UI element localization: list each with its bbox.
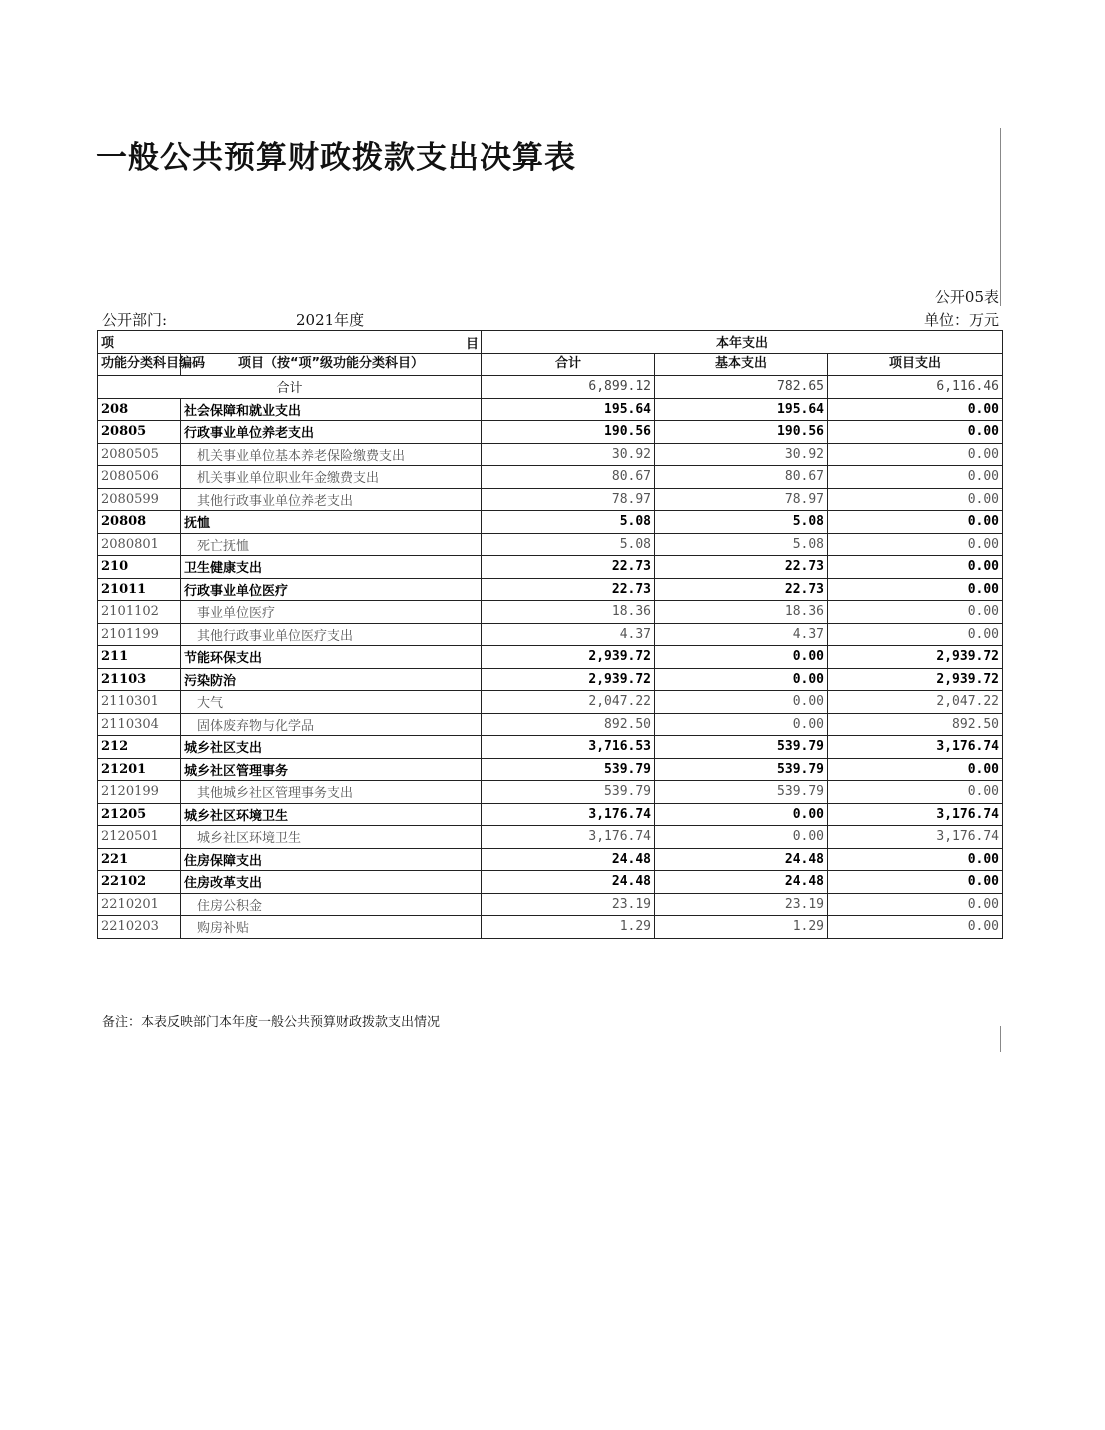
item-header-right: 目 bbox=[466, 337, 480, 352]
row-code: 221 bbox=[98, 848, 181, 871]
row-total: 24.48 bbox=[482, 848, 655, 871]
table-row bbox=[98, 511, 1003, 534]
table-row bbox=[98, 398, 1003, 421]
name-header: 项目（按“项”级功能分类科目） bbox=[181, 353, 482, 376]
row-basic: 195.64 bbox=[655, 398, 828, 421]
row-project: 0.00 bbox=[828, 916, 1003, 939]
row-project: 2,939.72 bbox=[828, 668, 1003, 691]
table-row bbox=[98, 488, 1003, 511]
row-total: 190.56 bbox=[482, 421, 655, 444]
code-header: 功能分类科目编码 bbox=[98, 353, 181, 376]
table-row bbox=[98, 736, 1003, 759]
table-row bbox=[98, 668, 1003, 691]
row-project: 0.00 bbox=[828, 781, 1003, 804]
row-project: 3,176.74 bbox=[828, 736, 1003, 759]
row-total: 3,716.53 bbox=[482, 736, 655, 759]
row-code: 20808 bbox=[98, 511, 181, 534]
row-project: 0.00 bbox=[828, 533, 1003, 556]
row-total: 30.92 bbox=[482, 443, 655, 466]
row-total: 24.48 bbox=[482, 871, 655, 894]
table-row bbox=[98, 781, 1003, 804]
table-row bbox=[98, 556, 1003, 579]
row-name: 事业单位医疗 bbox=[181, 601, 482, 624]
row-project: 0.00 bbox=[828, 466, 1003, 489]
row-total: 5.08 bbox=[482, 533, 655, 556]
fiscal-year: 2021年度 bbox=[296, 311, 365, 329]
row-total: 80.67 bbox=[482, 466, 655, 489]
row-name: 行政事业单位医疗 bbox=[181, 578, 482, 601]
total-row-project: 6,116.46 bbox=[828, 376, 1003, 399]
row-basic: 22.73 bbox=[655, 578, 828, 601]
row-name: 固体废弃物与化学品 bbox=[181, 713, 482, 736]
row-project: 0.00 bbox=[828, 398, 1003, 421]
row-name: 节能环保支出 bbox=[181, 646, 482, 669]
row-name: 城乡社区环境卫生 bbox=[181, 826, 482, 849]
total-row bbox=[98, 376, 1003, 399]
row-total: 78.97 bbox=[482, 488, 655, 511]
row-basic: 24.48 bbox=[655, 848, 828, 871]
row-total: 22.73 bbox=[482, 578, 655, 601]
row-project: 0.00 bbox=[828, 623, 1003, 646]
row-basic: 539.79 bbox=[655, 758, 828, 781]
header-row-2 bbox=[98, 353, 1003, 376]
row-name: 住房保障支出 bbox=[181, 848, 482, 871]
row-name: 社会保障和就业支出 bbox=[181, 398, 482, 421]
row-project: 2,047.22 bbox=[828, 691, 1003, 714]
expenditure-table bbox=[97, 330, 1003, 939]
row-basic: 22.73 bbox=[655, 556, 828, 579]
row-name: 污染防治 bbox=[181, 668, 482, 691]
row-total: 2,939.72 bbox=[482, 668, 655, 691]
row-total: 892.50 bbox=[482, 713, 655, 736]
total-row-basic: 782.65 bbox=[655, 376, 828, 399]
row-project: 3,176.74 bbox=[828, 803, 1003, 826]
row-basic: 5.08 bbox=[655, 511, 828, 534]
row-total: 2,047.22 bbox=[482, 691, 655, 714]
row-total: 195.64 bbox=[482, 398, 655, 421]
row-total: 539.79 bbox=[482, 781, 655, 804]
total-row-label: 合计 bbox=[98, 376, 482, 399]
row-code: 208 bbox=[98, 398, 181, 421]
row-basic: 0.00 bbox=[655, 646, 828, 669]
row-code: 2210203 bbox=[98, 916, 181, 939]
right-margin-line-bottom bbox=[1000, 1026, 1001, 1052]
row-code: 2101102 bbox=[98, 601, 181, 624]
row-code: 211 bbox=[98, 646, 181, 669]
row-total: 2,939.72 bbox=[482, 646, 655, 669]
row-name: 机关事业单位基本养老保险缴费支出 bbox=[181, 443, 482, 466]
row-project: 0.00 bbox=[828, 871, 1003, 894]
row-total: 539.79 bbox=[482, 758, 655, 781]
row-total: 5.08 bbox=[482, 511, 655, 534]
row-project: 0.00 bbox=[828, 578, 1003, 601]
row-name: 城乡社区管理事务 bbox=[181, 758, 482, 781]
row-code: 21205 bbox=[98, 803, 181, 826]
table-row bbox=[98, 646, 1003, 669]
item-header-left: 项 bbox=[101, 336, 115, 352]
row-code: 2080506 bbox=[98, 466, 181, 489]
row-code: 2120501 bbox=[98, 826, 181, 849]
row-basic: 18.36 bbox=[655, 601, 828, 624]
row-name: 大气 bbox=[181, 691, 482, 714]
row-total: 3,176.74 bbox=[482, 803, 655, 826]
row-name: 城乡社区支出 bbox=[181, 736, 482, 759]
row-code: 22102 bbox=[98, 871, 181, 894]
row-name: 购房补贴 bbox=[181, 916, 482, 939]
item-header-cell bbox=[98, 331, 482, 354]
table-row bbox=[98, 466, 1003, 489]
row-basic: 0.00 bbox=[655, 691, 828, 714]
right-margin-line-top bbox=[1000, 128, 1001, 306]
row-name: 行政事业单位养老支出 bbox=[181, 421, 482, 444]
table-row bbox=[98, 533, 1003, 556]
table-row bbox=[98, 578, 1003, 601]
row-name: 住房改革支出 bbox=[181, 871, 482, 894]
row-basic: 0.00 bbox=[655, 668, 828, 691]
row-basic: 5.08 bbox=[655, 533, 828, 556]
table-row bbox=[98, 826, 1003, 849]
row-name: 死亡抚恤 bbox=[181, 533, 482, 556]
table-row bbox=[98, 623, 1003, 646]
row-project: 0.00 bbox=[828, 601, 1003, 624]
row-basic: 4.37 bbox=[655, 623, 828, 646]
row-project: 0.00 bbox=[828, 848, 1003, 871]
row-basic: 80.67 bbox=[655, 466, 828, 489]
department-label: 公开部门: bbox=[102, 311, 168, 329]
page-title: 一般公共预算财政拨款支出决算表 bbox=[96, 140, 576, 176]
row-name: 卫生健康支出 bbox=[181, 556, 482, 579]
row-basic: 78.97 bbox=[655, 488, 828, 511]
table-row bbox=[98, 713, 1003, 736]
row-name: 抚恤 bbox=[181, 511, 482, 534]
row-code: 210 bbox=[98, 556, 181, 579]
table-row bbox=[98, 893, 1003, 916]
table-row bbox=[98, 758, 1003, 781]
row-code: 20805 bbox=[98, 421, 181, 444]
row-name: 其他行政事业单位养老支出 bbox=[181, 488, 482, 511]
row-total: 4.37 bbox=[482, 623, 655, 646]
table-row bbox=[98, 916, 1003, 939]
row-code: 2110301 bbox=[98, 691, 181, 714]
row-project: 0.00 bbox=[828, 511, 1003, 534]
basic-header: 基本支出 bbox=[655, 353, 828, 376]
table-row bbox=[98, 421, 1003, 444]
row-code: 2080505 bbox=[98, 443, 181, 466]
row-basic: 539.79 bbox=[655, 736, 828, 759]
row-total: 23.19 bbox=[482, 893, 655, 916]
row-basic: 0.00 bbox=[655, 826, 828, 849]
row-name: 住房公积金 bbox=[181, 893, 482, 916]
row-basic: 539.79 bbox=[655, 781, 828, 804]
table-number: 公开05表 bbox=[934, 288, 999, 306]
row-project: 0.00 bbox=[828, 758, 1003, 781]
table-row bbox=[98, 443, 1003, 466]
row-basic: 24.48 bbox=[655, 871, 828, 894]
row-basic: 0.00 bbox=[655, 803, 828, 826]
current-year-header: 本年支出 bbox=[482, 331, 1003, 354]
row-code: 21201 bbox=[98, 758, 181, 781]
total-row-total: 6,899.12 bbox=[482, 376, 655, 399]
row-code: 2120199 bbox=[98, 781, 181, 804]
row-code: 2080801 bbox=[98, 533, 181, 556]
table-row bbox=[98, 691, 1003, 714]
row-basic: 190.56 bbox=[655, 421, 828, 444]
row-code: 21011 bbox=[98, 578, 181, 601]
total-header: 合计 bbox=[482, 353, 655, 376]
row-total: 18.36 bbox=[482, 601, 655, 624]
row-project: 3,176.74 bbox=[828, 826, 1003, 849]
row-code: 21103 bbox=[98, 668, 181, 691]
row-name: 机关事业单位职业年金缴费支出 bbox=[181, 466, 482, 489]
table-row bbox=[98, 848, 1003, 871]
row-code: 2210201 bbox=[98, 893, 181, 916]
row-basic: 1.29 bbox=[655, 916, 828, 939]
row-code: 212 bbox=[98, 736, 181, 759]
row-project: 892.50 bbox=[828, 713, 1003, 736]
row-code: 2101199 bbox=[98, 623, 181, 646]
row-project: 0.00 bbox=[828, 893, 1003, 916]
table-row bbox=[98, 803, 1003, 826]
row-project: 2,939.72 bbox=[828, 646, 1003, 669]
row-name: 其他行政事业单位医疗支出 bbox=[181, 623, 482, 646]
row-code: 2080599 bbox=[98, 488, 181, 511]
footnote: 备注：本表反映部门本年度一般公共预算财政拨款支出情况 bbox=[102, 1015, 441, 1030]
row-name: 城乡社区环境卫生 bbox=[181, 803, 482, 826]
row-name: 其他城乡社区管理事务支出 bbox=[181, 781, 482, 804]
project-header: 项目支出 bbox=[828, 353, 1003, 376]
row-project: 0.00 bbox=[828, 488, 1003, 511]
header-row-1 bbox=[98, 331, 1003, 354]
row-total: 3,176.74 bbox=[482, 826, 655, 849]
unit-label: 单位：万元 bbox=[923, 311, 999, 329]
row-project: 0.00 bbox=[828, 443, 1003, 466]
row-basic: 30.92 bbox=[655, 443, 828, 466]
row-code: 2110304 bbox=[98, 713, 181, 736]
row-basic: 23.19 bbox=[655, 893, 828, 916]
table-row bbox=[98, 601, 1003, 624]
row-total: 1.29 bbox=[482, 916, 655, 939]
row-project: 0.00 bbox=[828, 421, 1003, 444]
row-basic: 0.00 bbox=[655, 713, 828, 736]
row-project: 0.00 bbox=[828, 556, 1003, 579]
row-total: 22.73 bbox=[482, 556, 655, 579]
table-row bbox=[98, 871, 1003, 894]
